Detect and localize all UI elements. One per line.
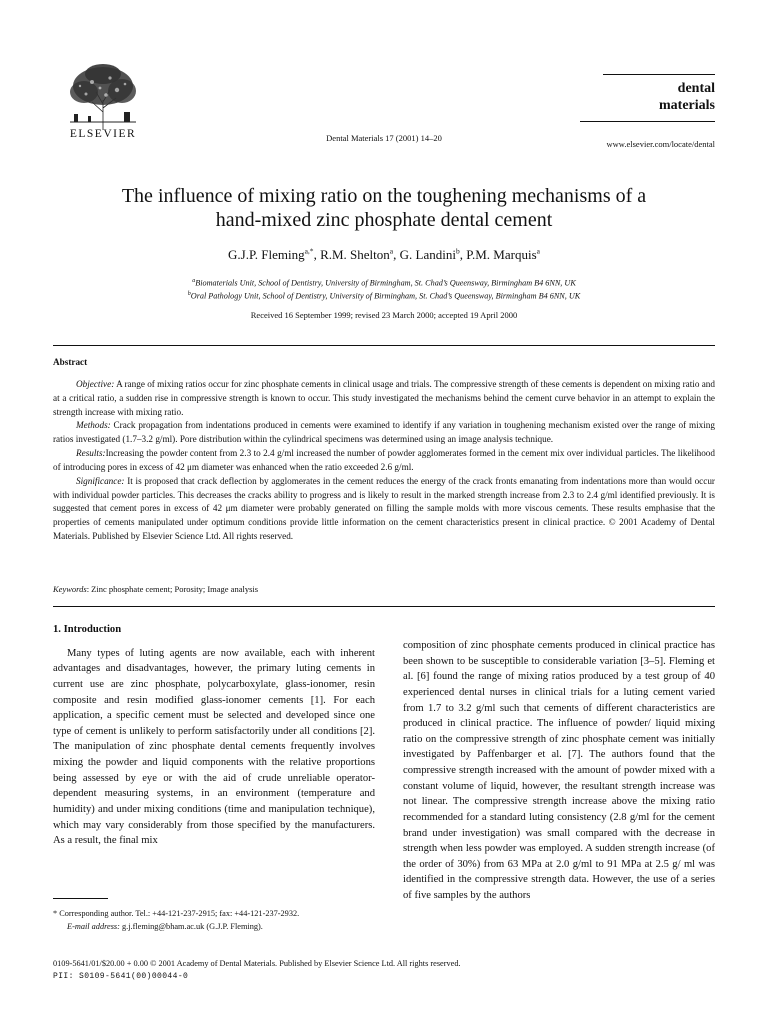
publisher-name: ELSEVIER [69,128,137,140]
email-line: E-mail address: g.j.fleming@bham.ac.uk (G.J.P. Fleming). [67,921,263,931]
pii-line: PII: S0109-5641(00)00044-0 [53,971,189,981]
author: P.M. Marquis$^a$ [466,247,540,263]
right-column [403,638,715,904]
author: R.M. Shelton$^a$, [320,247,400,263]
divider [53,606,715,607]
divider [53,345,715,346]
affiliation: $^b$Oral Pathology Unit, School of Dentistry, University of Birmingham, St. Chad’s Queensway, Birmingham B4 6NN, UK [187,291,581,301]
left-column [53,622,375,849]
author: G. Landini$^b$, [399,247,467,263]
journal-name: dental materials [659,81,715,113]
journal-citation: Dental Materials 17 (2001) 14–20 [326,133,442,143]
section-heading: 1. Introduction [53,624,122,635]
corresponding-author: * Corresponding author. Tel.: +44-121-237-2915; fax: +44-121-237-2932. [53,909,300,918]
affiliation: $^a$Biomaterials Unit, School of Dentistry, University of Birmingham, St. Chad’s Queensway, Birmingham B4 6NN, UK [192,278,576,288]
copyright-line: 0109-5641/01/$20.00 + 0.00 © 2001 Academy of Dental Materials. Published by Elsevier Science Ltd. All rights reserved. [53,959,461,968]
divider [580,121,715,122]
body-paragraph: composition of zinc phosphate cements produced in clinical practice has been shown to be susceptible to considerable variation [3–5]. Fleming et al. [6] found the range of mixing ratios produced by a test group of 40 experienced dental nurses in clinical trials for a luting cement varied from 1.7 to 3.2 g/ml such that cements of different characteristics are produced in clinical practice. The influence of powder/ liquid mixing ratio on the compressive strength of zinc phosphate cement was initially investigated by Paffenbarger et al. [7]. The authors found that the compressive strength increased with the amount of powder mixed with a constant volume of liquid, however, the resultant strength increase was not linear. The compressive strength increase above the mixing ratio recommended for a standard luting consistency (2.8 g/ml for the cement brand under investigation) was small compared with the decrease in strength when less powder was employed. A sudden strength increase (of the order of 30%) from 63 MPa at 2.0 g/ml to 91 MPa at 2.5 g/ ml was identified in the compressive strength data. However, the use of a series of five samples by the authors [403,640,715,901]
author-list [0,247,768,263]
abstract-methods: Methods: Crack propagation from indentations produced in cements were examined to identify if any variation in toughening mechanism existed over the range of mixing ratios investigated (1.7–3.2 g/ml). Pore distribution within the cylindrical specimens was determined using an image analysis technique. [53,420,715,445]
paper-title: The influence of mixing ratio on the toughening mechanisms of a hand-mixed zinc phosphate dental cement [121,185,647,231]
bottom-info [53,958,715,983]
divider [603,74,715,75]
elsevier-tree-logo [62,62,144,132]
abstract-significance: Significance: It is proposed that crack deflection by agglomerates in the cement reduces the energy of the crack fronts emanating from indentations more than would occur with individual powder particles. This decreases the cracks ability to progress and is likely to result in the marked strength increase from 2.3 to 2.4 g/ml identified previously. It is suggested that cement pores in excess of 42 μm diameter were probably generated on filling the sample molds with more viscous cements. These results emphasise that the properties of cements manipulated under optimum conditions provide little information on the cement characteristics present in clinical practice. © 2001 Academy of Dental Materials. Published by Elsevier Science Ltd. All rights reserved. [53,475,715,542]
journal-url: www.elsevier.com/locate/dental [606,139,715,149]
author: G.J.P. Fleming$^{a,*}$, [228,247,321,263]
received-dates: Received 16 September 1999; revised 23 March 2000; accepted 19 April 2000 [250,310,518,320]
footnote-divider [53,898,108,899]
footnote [53,908,375,933]
abstract-heading: Abstract [53,357,88,367]
body-paragraph: Many types of luting agents are now available, each with inherent advantages and disadvantages, however, the primary luting cements in current use are zinc phosphate, polycarboxylate, glass-ionomer, resin composite and resin modified glass-ionomer cements [1]. For each application, a specific cement must be selected and developed since one type of cement is unlikely to perform satisfactorily under all conditions [2]. The manipulation of zinc phosphate dental cements frequently involves mixing the powder and liquid components with the relative proportions being assessed by eye or with the aid of crude unreliable operator-dependent measuring systems, in an environment (temperature and humidity) and under mixing conditions (time and manipulation technique), which may vary considerably from those specified by the manufacturers. As a result, the final mix [53,647,375,847]
keywords: Keywords: Zinc phosphate cement; Porosity; Image analysis [53,584,259,594]
abstract [53,356,715,544]
abstract-results: Results:Increasing the powder content from 2.3 to 2.4 g/ml increased the number of powder agglomerates formed in the cement mix over individual particles. The likelihood of introducing pores in excess of 42 μm diameter was enhanced when the ratio exceeded 2.6 g/ml. [53,448,715,472]
abstract-objective: Objective: A range of mixing ratios occur for zinc phosphate cements in clinical usage and trials. The compressive strength of these cements is dependent on mixing ratio and at a critical ratio, a sudden rise in compressive strength is known to occur. This study investigated the mechanisms behind the cement curve behavior in an attempt to explain the strength increase with mixing ratio. [53,378,715,417]
